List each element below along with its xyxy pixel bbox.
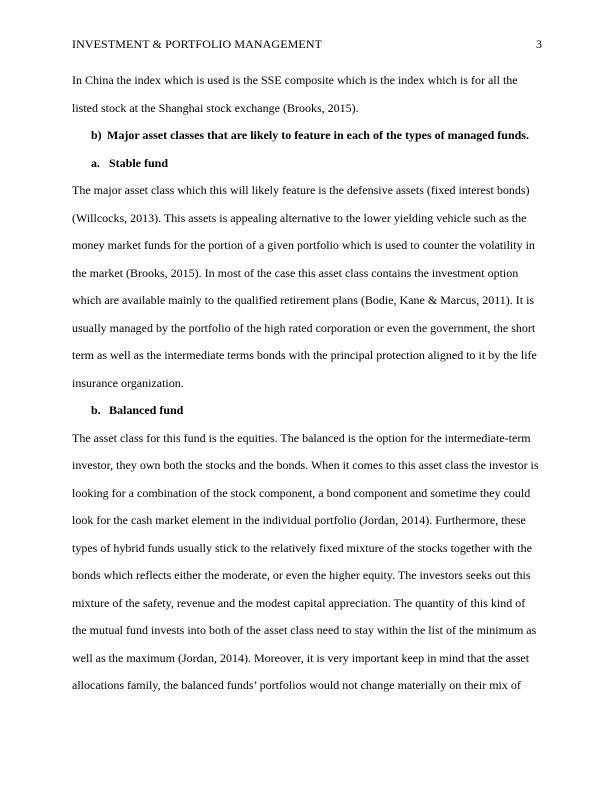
document-body — [72, 67, 542, 700]
page-number: 3 — [536, 37, 542, 51]
subheading-stable-fund — [72, 150, 542, 178]
subheading-number: b. — [91, 403, 101, 417]
stable-fund-paragraph: The major asset class which this will likely feature is the defensive assets (fixed interest bonds) (Willcocks, 2013). This assets is appealing alternative to the lower yielding vehicle such as the money market funds for the portion of a given portfolio which is used to counter the volatility in the market (Brooks, 2015). In most of the case this asset class contains the investment option which are available mainly to the qualified retirement plans (Bodie, Kane & Marcus, 2011). It is usually managed by the portfolio of the high rated corporation or even the government, the short term as well as the intermediate terms bonds with the principal protection aligned to it by the life insurance organization. — [72, 183, 537, 390]
balanced-fund-paragraph: The asset class for this fund is the equities. The balanced is the option for the intermediate-term investor, they own both the stocks and the bonds. When it comes to this asset class the investor is looking for a combination of the stock component, a bond component and sometime they could look for the cash market element in the individual portfolio (Jordan, 2014). Furthermore, these types of hybrid funds usually stick to the relatively fixed mixture of the stocks together with the bonds which reflects either the moderate, or even the higher equity. The investors seeks out this mixture of the safety, revenue and the modest capital appreciation. The quantity of this kind of the mutual fund invests into both of the asset class need to stay within the list of the minimum as well as the maximum (Jordan, 2014). Moreover, it is very important keep in mind that the asset allocations family, the balanced funds’ portfolios would not change materially on their mix of — [72, 430, 539, 692]
running-head: INVESTMENT & PORTFOLIO MANAGEMENT — [72, 37, 323, 51]
intro-paragraph: In China the index which is used is the SSE composite which is the index which is for all the listed stock at the Shanghai stock exchange (Brooks, 2015). — [72, 73, 518, 115]
subheading-title: Stable fund — [109, 155, 169, 170]
section-heading-b — [72, 122, 542, 150]
section-heading-number: b) — [91, 128, 102, 142]
subheading-number: a. — [91, 155, 100, 170]
section-heading-title: Major asset classes that are likely to feature in each of the types of managed funds. — [107, 128, 529, 142]
subheading-balanced-fund — [72, 397, 542, 425]
subheading-title: Balanced fund — [109, 403, 184, 417]
